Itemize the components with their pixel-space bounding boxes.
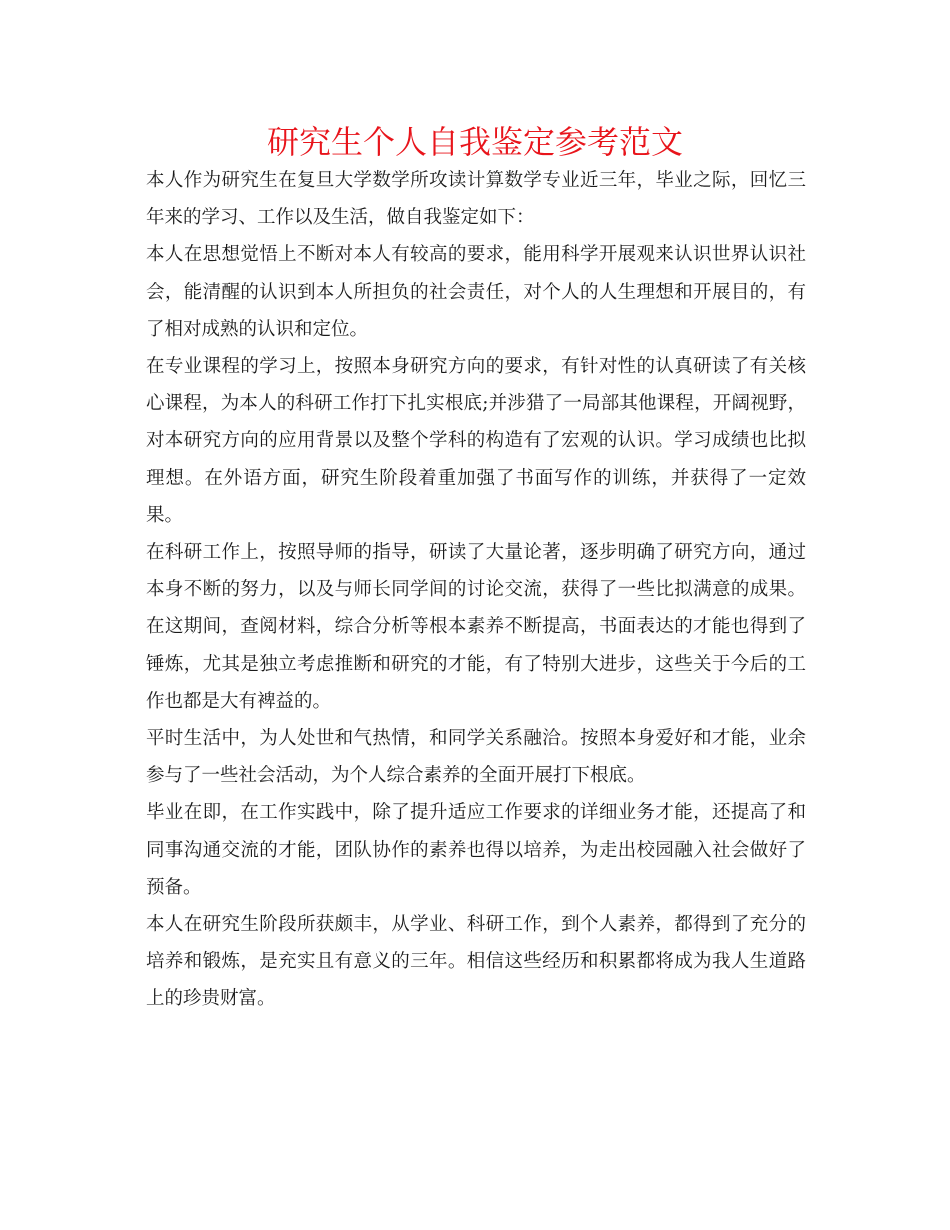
paragraph-coursework: 在专业课程的学习上，按照本身研究方向的要求，有针对性的认真研读了有关核心课程，为本人的科研工作打下扎实根底;并涉猎了一局部其他课程，开阔视野，对本研究方向的应用背景以及整个学科的构造有了宏观的认识。学习成绩也比拟理想。在外语方面，研究生阶段着重加强了书面写作的训练，并获得了一定效果。 [146, 356, 806, 526]
paragraph-ideology: 本人在思想觉悟上不断对本人有较高的要求，能用科学开展观来认识世界认识社会，能清醒的认识到本人所担负的社会责任，对个人的人生理想和开展目的，有了相对成熟的认识和定位。 [146, 244, 806, 340]
paragraph-intro: 本人作为研究生在复旦大学数学所攻读计算数学专业近三年，毕业之际，回忆三年来的学习、工作以及生活，做自我鉴定如下： [146, 170, 806, 229]
paragraph-daily-life: 平时生活中，为人处世和气热情，和同学关系融洽。按照本身爱好和才能，业余参与了一些社会活动，为个人综合素养的全面开展打下根底。 [146, 728, 806, 787]
paragraph-work-practice: 毕业在即，在工作实践中，除了提升适应工作要求的详细业务才能，还提高了和同事沟通交流的才能，团队协作的素养也得以培养，为走出校园融入社会做好了预备。 [146, 802, 806, 898]
document-body [146, 162, 806, 1018]
paragraph-conclusion: 本人在研究生阶段所获颇丰，从学业、科研工作，到个人素养，都得到了充分的培养和锻炼，是充实且有意义的三年。相信这些经历和积累都将成为我人生道路上的珍贵财富。 [146, 914, 806, 1010]
document-title: 研究生个人自我鉴定参考范文 [266, 123, 683, 161]
paragraph-research: 在科研工作上，按照导师的指导，研读了大量论著，逐步明确了研究方向，通过本身不断的努力，以及与师长同学间的讨论交流，获得了一些比拟满意的成果。在这期间，查阅材料，综合分析等根本素养不断提高，书面表达的才能也得到了锤炼，尤其是独立考虑推断和研究的才能，有了特别大进步，这些关于今后的工作也都是大有裨益的。 [146, 542, 806, 712]
